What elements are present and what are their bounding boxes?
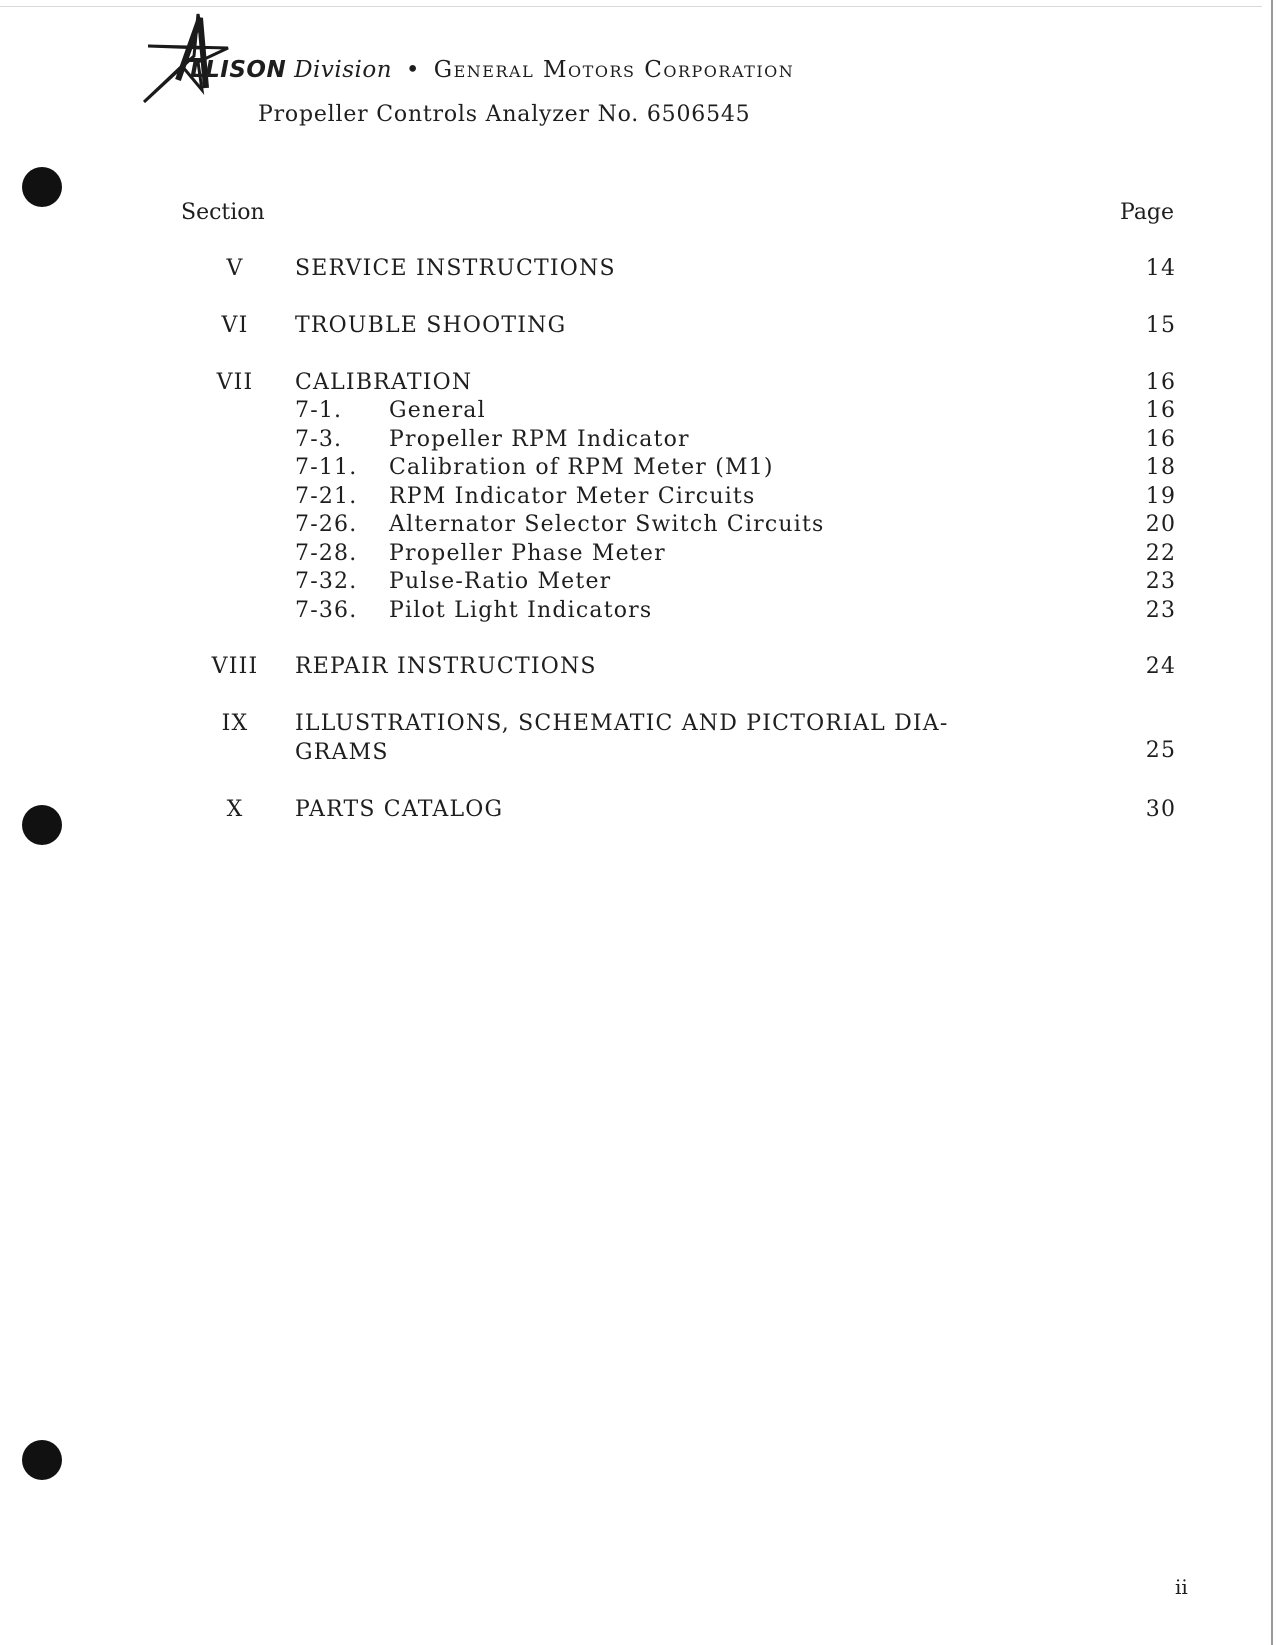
- brand-division: Division: [294, 57, 393, 83]
- toc-subsection-number: 7-3.: [295, 427, 343, 452]
- toc-section-title: SERVICE INSTRUCTIONS: [295, 256, 616, 281]
- toc-subsection-number: 7-36.: [295, 598, 358, 623]
- toc-section-number: X: [226, 797, 244, 822]
- toc-page-number: 16: [1145, 427, 1177, 452]
- toc-subsection-title: General: [389, 398, 486, 423]
- binder-hole-middle: [22, 805, 62, 845]
- brand-name: LLISON: [190, 57, 287, 83]
- toc-subsection-title: Pilot Light Indicators: [389, 598, 653, 623]
- toc-subsection-title: RPM Indicator Meter Circuits: [389, 484, 756, 509]
- toc-subsection-number: 7-28.: [295, 541, 358, 566]
- toc-section-title: CALIBRATION: [295, 370, 473, 395]
- page-right-edge: [1271, 0, 1273, 1645]
- toc-page-number: 16: [1145, 370, 1177, 395]
- page-top-edge: [0, 6, 1262, 7]
- toc-page-number: 22: [1145, 541, 1177, 566]
- toc-page-number: 30: [1145, 797, 1177, 822]
- toc-subsection-number: 7-32.: [295, 569, 358, 594]
- toc-page-number: 18: [1145, 455, 1177, 480]
- page-number-footer: ii: [1175, 1575, 1188, 1599]
- toc-page-number: 15: [1145, 313, 1177, 338]
- toc-page-number: 20: [1145, 512, 1177, 537]
- toc-subsection-title: Calibration of RPM Meter (M1): [389, 455, 774, 480]
- toc-page-number: 23: [1145, 598, 1177, 623]
- toc-section-number: VIII: [211, 654, 259, 679]
- toc-subsection-title: Pulse-Ratio Meter: [389, 569, 612, 594]
- section-column-header: Section: [181, 200, 265, 225]
- toc-subsection-title: Alternator Selector Switch Circuits: [389, 512, 825, 537]
- toc-section-number: VI: [221, 313, 249, 338]
- document-subtitle: Propeller Controls Analyzer No. 6506545: [258, 102, 751, 127]
- toc-section-number: VII: [216, 370, 254, 395]
- toc-section-title: TROUBLE SHOOTING: [295, 313, 567, 338]
- toc-subsection-number: 7-21.: [295, 484, 358, 509]
- toc-page-number: 19: [1145, 484, 1177, 509]
- toc-section-title: REPAIR INSTRUCTIONS: [295, 654, 597, 679]
- brand-separator: •: [405, 57, 420, 83]
- toc-section-title: PARTS CATALOG: [295, 797, 504, 822]
- brand-corporation: General Motors Corporation: [433, 57, 795, 83]
- toc-page-number: 16: [1145, 398, 1177, 423]
- toc-page-number: 14: [1145, 256, 1177, 281]
- toc-section-number: V: [226, 256, 244, 281]
- binder-hole-top: [22, 167, 62, 207]
- toc-section-number: IX: [221, 711, 249, 736]
- brand-line: [190, 57, 794, 83]
- toc-subsection-number: 7-1.: [295, 398, 343, 423]
- toc-section-title-continued: GRAMS: [295, 740, 389, 765]
- binder-hole-bottom: [22, 1440, 62, 1480]
- toc-subsection-title: Propeller RPM Indicator: [389, 427, 690, 452]
- page-column-header: Page: [1120, 200, 1175, 225]
- toc-subsection-number: 7-26.: [295, 512, 358, 537]
- toc-section-title: ILLUSTRATIONS, SCHEMATIC AND PICTORIAL DIA-: [295, 711, 949, 736]
- toc-page-number: 25: [1145, 738, 1177, 763]
- toc-page-number: 23: [1145, 569, 1177, 594]
- toc-subsection-title: Propeller Phase Meter: [389, 541, 666, 566]
- toc-subsection-number: 7-11.: [295, 455, 358, 480]
- toc-page-number: 24: [1145, 654, 1177, 679]
